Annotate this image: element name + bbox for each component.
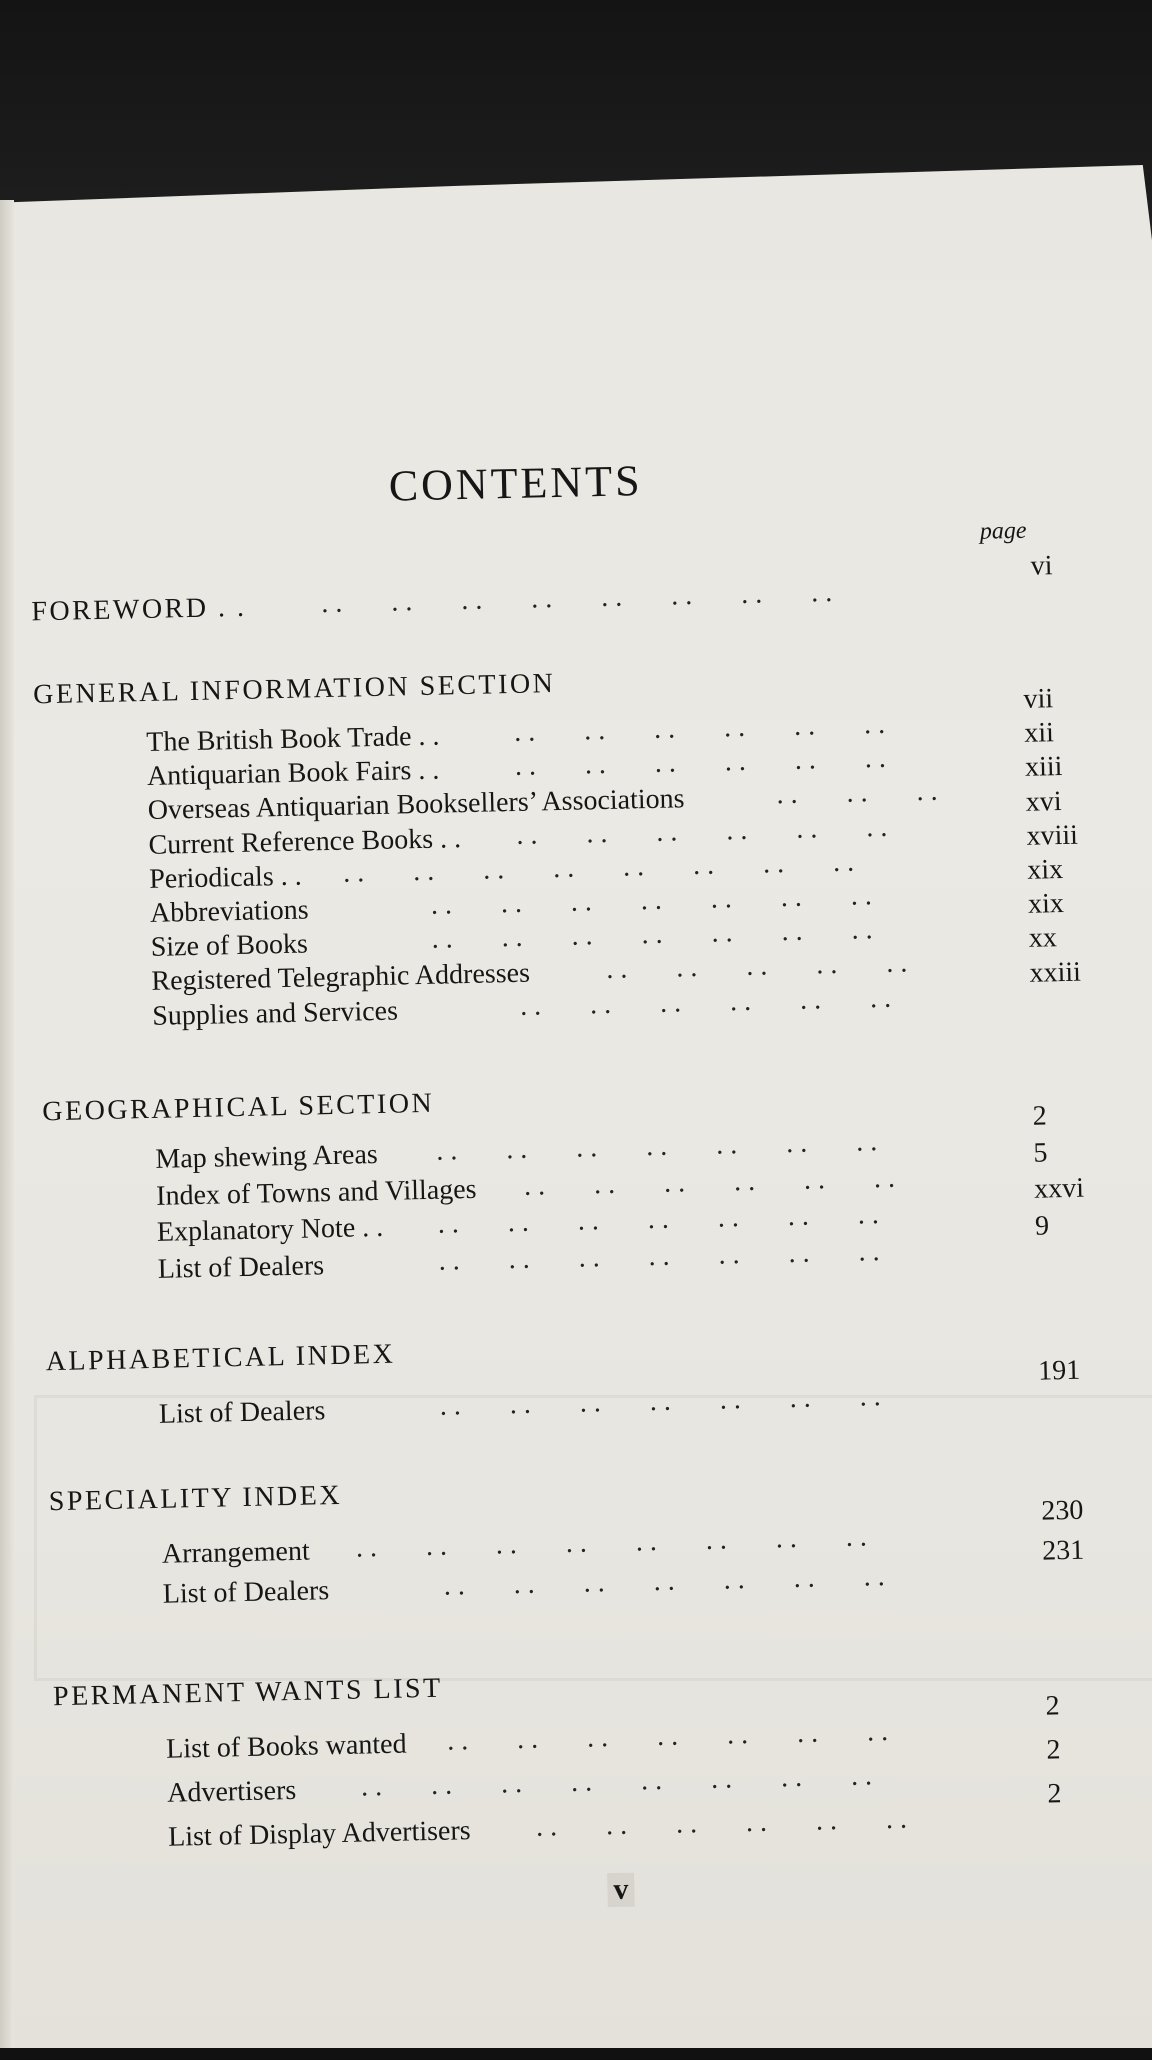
foreword-row — [31, 550, 1081, 631]
toc-entry-label: List of Dealers — [158, 1395, 326, 1430]
toc-entry-label: Periodicals . . — [148, 860, 302, 895]
toc-entry-label: Antiquarian Book Fairs . . — [146, 754, 440, 793]
dot-leader: . . . . . . — [776, 776, 938, 811]
dot-leader: . . . . . . . . . . . . . . — [443, 1561, 885, 1602]
toc-entry-label: List of Dealers — [162, 1575, 330, 1610]
dot-leader: . . . . . . . . . . . . . . — [437, 1199, 880, 1240]
dot-leader: . . . . . . . . . . . . . . . . — [360, 1760, 873, 1803]
toc-entry-page: xix — [1027, 888, 1065, 920]
toc-entry-label: Supplies and Services — [151, 995, 399, 1032]
dot-leader: . . . . . . . . . . . . — [513, 708, 886, 748]
section-heading-wants: PERMANENT WANTS LIST — [52, 1672, 443, 1713]
toc-entry-label: Index of Towns and Villages — [155, 1173, 477, 1212]
toc-entry-label: Abbreviations — [149, 894, 309, 929]
dot-leader: . . . . . . . . . . . . — [519, 982, 892, 1022]
toc-entry-label: Registered Telegraphic Addresses — [151, 958, 531, 998]
toc-entry-page: xiii — [1024, 751, 1063, 784]
toc-entry-label: Current Reference Books . . — [148, 822, 462, 861]
dot-leader: . . . . . . . . . . . . . . . . — [342, 846, 855, 889]
toc-entry — [167, 1778, 1109, 1855]
dot-leader: . . . . . . . . . . . . . . — [446, 1716, 889, 1757]
section-heading-geographical: GEOGRAPHICAL SECTION — [41, 1087, 435, 1128]
toc-entry-label: Size of Books — [150, 928, 309, 964]
toc-entry — [158, 1354, 1100, 1432]
dot-leader: . . . . . . . . . . . . . . . . — [320, 576, 833, 620]
dot-leader: . . . . . . . . . . . . . . — [435, 1126, 878, 1167]
toc-entry-page: xxvi — [1033, 1172, 1085, 1205]
toc-entry-label: Map shewing Areas — [155, 1139, 379, 1175]
foreword-page: vi — [1030, 550, 1053, 582]
toc-entry-label: List of Dealers — [157, 1249, 325, 1285]
section-heading-alphabetical: ALPHABETICAL INDEX — [45, 1338, 396, 1378]
toc-entry-label: Overseas Antiquarian Booksellers’ Associations — [147, 783, 685, 827]
toc-entry-label: List of Display Advertisers — [167, 1815, 471, 1853]
toc-entry-page: xx — [1028, 922, 1058, 955]
toc-entry-page: xxiii — [1029, 956, 1082, 989]
toc-entry-page: 231 — [1041, 1534, 1085, 1567]
toc-entry-page: 230 — [1040, 1494, 1084, 1527]
toc-entry-page: 2 — [1032, 1100, 1047, 1132]
page-folio: v — [607, 1873, 635, 1908]
toc-entry-page: 5 — [1033, 1136, 1048, 1169]
toc-entry-page: 9 — [1034, 1209, 1050, 1242]
toc-entry-label: List of Books wanted — [165, 1728, 407, 1765]
page-title: CONTENTS — [388, 456, 644, 512]
dot-leader: . . . . . . . . . . . . — [516, 811, 888, 851]
dot-leader: . . . . . . . . . . . . . . — [430, 880, 873, 921]
section-heading-general: GENERAL INFORMATION SECTION — [32, 668, 556, 711]
toc-entry-label: Explanatory Note . . — [156, 1211, 384, 1248]
toc-entry-label: Arrangement — [161, 1535, 311, 1570]
dot-leader: . . . . . . . . . . . . — [514, 743, 887, 783]
dot-leader: . . . . . . . . . . . . . . — [438, 1235, 880, 1277]
toc-entry-label: Advertisers — [166, 1774, 297, 1809]
toc-entry-page: 2 — [1045, 1690, 1060, 1722]
toc-entry-page: xix — [1026, 853, 1064, 886]
page-column-label: page — [979, 517, 1027, 545]
toc-entry-page: 2 — [1047, 1778, 1062, 1810]
dot-leader: . . . . . . . . . . . . . . . . — [355, 1521, 868, 1564]
dot-leader: . . . . . . . . . . . . . . — [431, 914, 873, 955]
section-heading-speciality: SPECIALITY INDEX — [48, 1479, 343, 1518]
toc-entry-page: xii — [1023, 717, 1055, 749]
toc-entry-page: 191 — [1037, 1354, 1081, 1387]
dot-leader: . . . . . . . . . . . . — [523, 1162, 896, 1202]
toc-entry-page: xvi — [1025, 785, 1062, 818]
dot-leader: . . . . . . . . . . . . . . — [439, 1381, 882, 1422]
toc-entry-page: 2 — [1046, 1734, 1061, 1766]
toc-entry-label: The British Book Trade . . — [145, 720, 440, 758]
foreword-label: FOREWORD . . — [31, 591, 247, 628]
dot-leader: . . . . . . . . . . . . — [535, 1803, 908, 1843]
toc-entry-page: xviii — [1026, 819, 1079, 852]
toc-entry-page: vii — [1023, 683, 1054, 715]
dot-leader: . . . . . . . . . . — [606, 947, 908, 986]
